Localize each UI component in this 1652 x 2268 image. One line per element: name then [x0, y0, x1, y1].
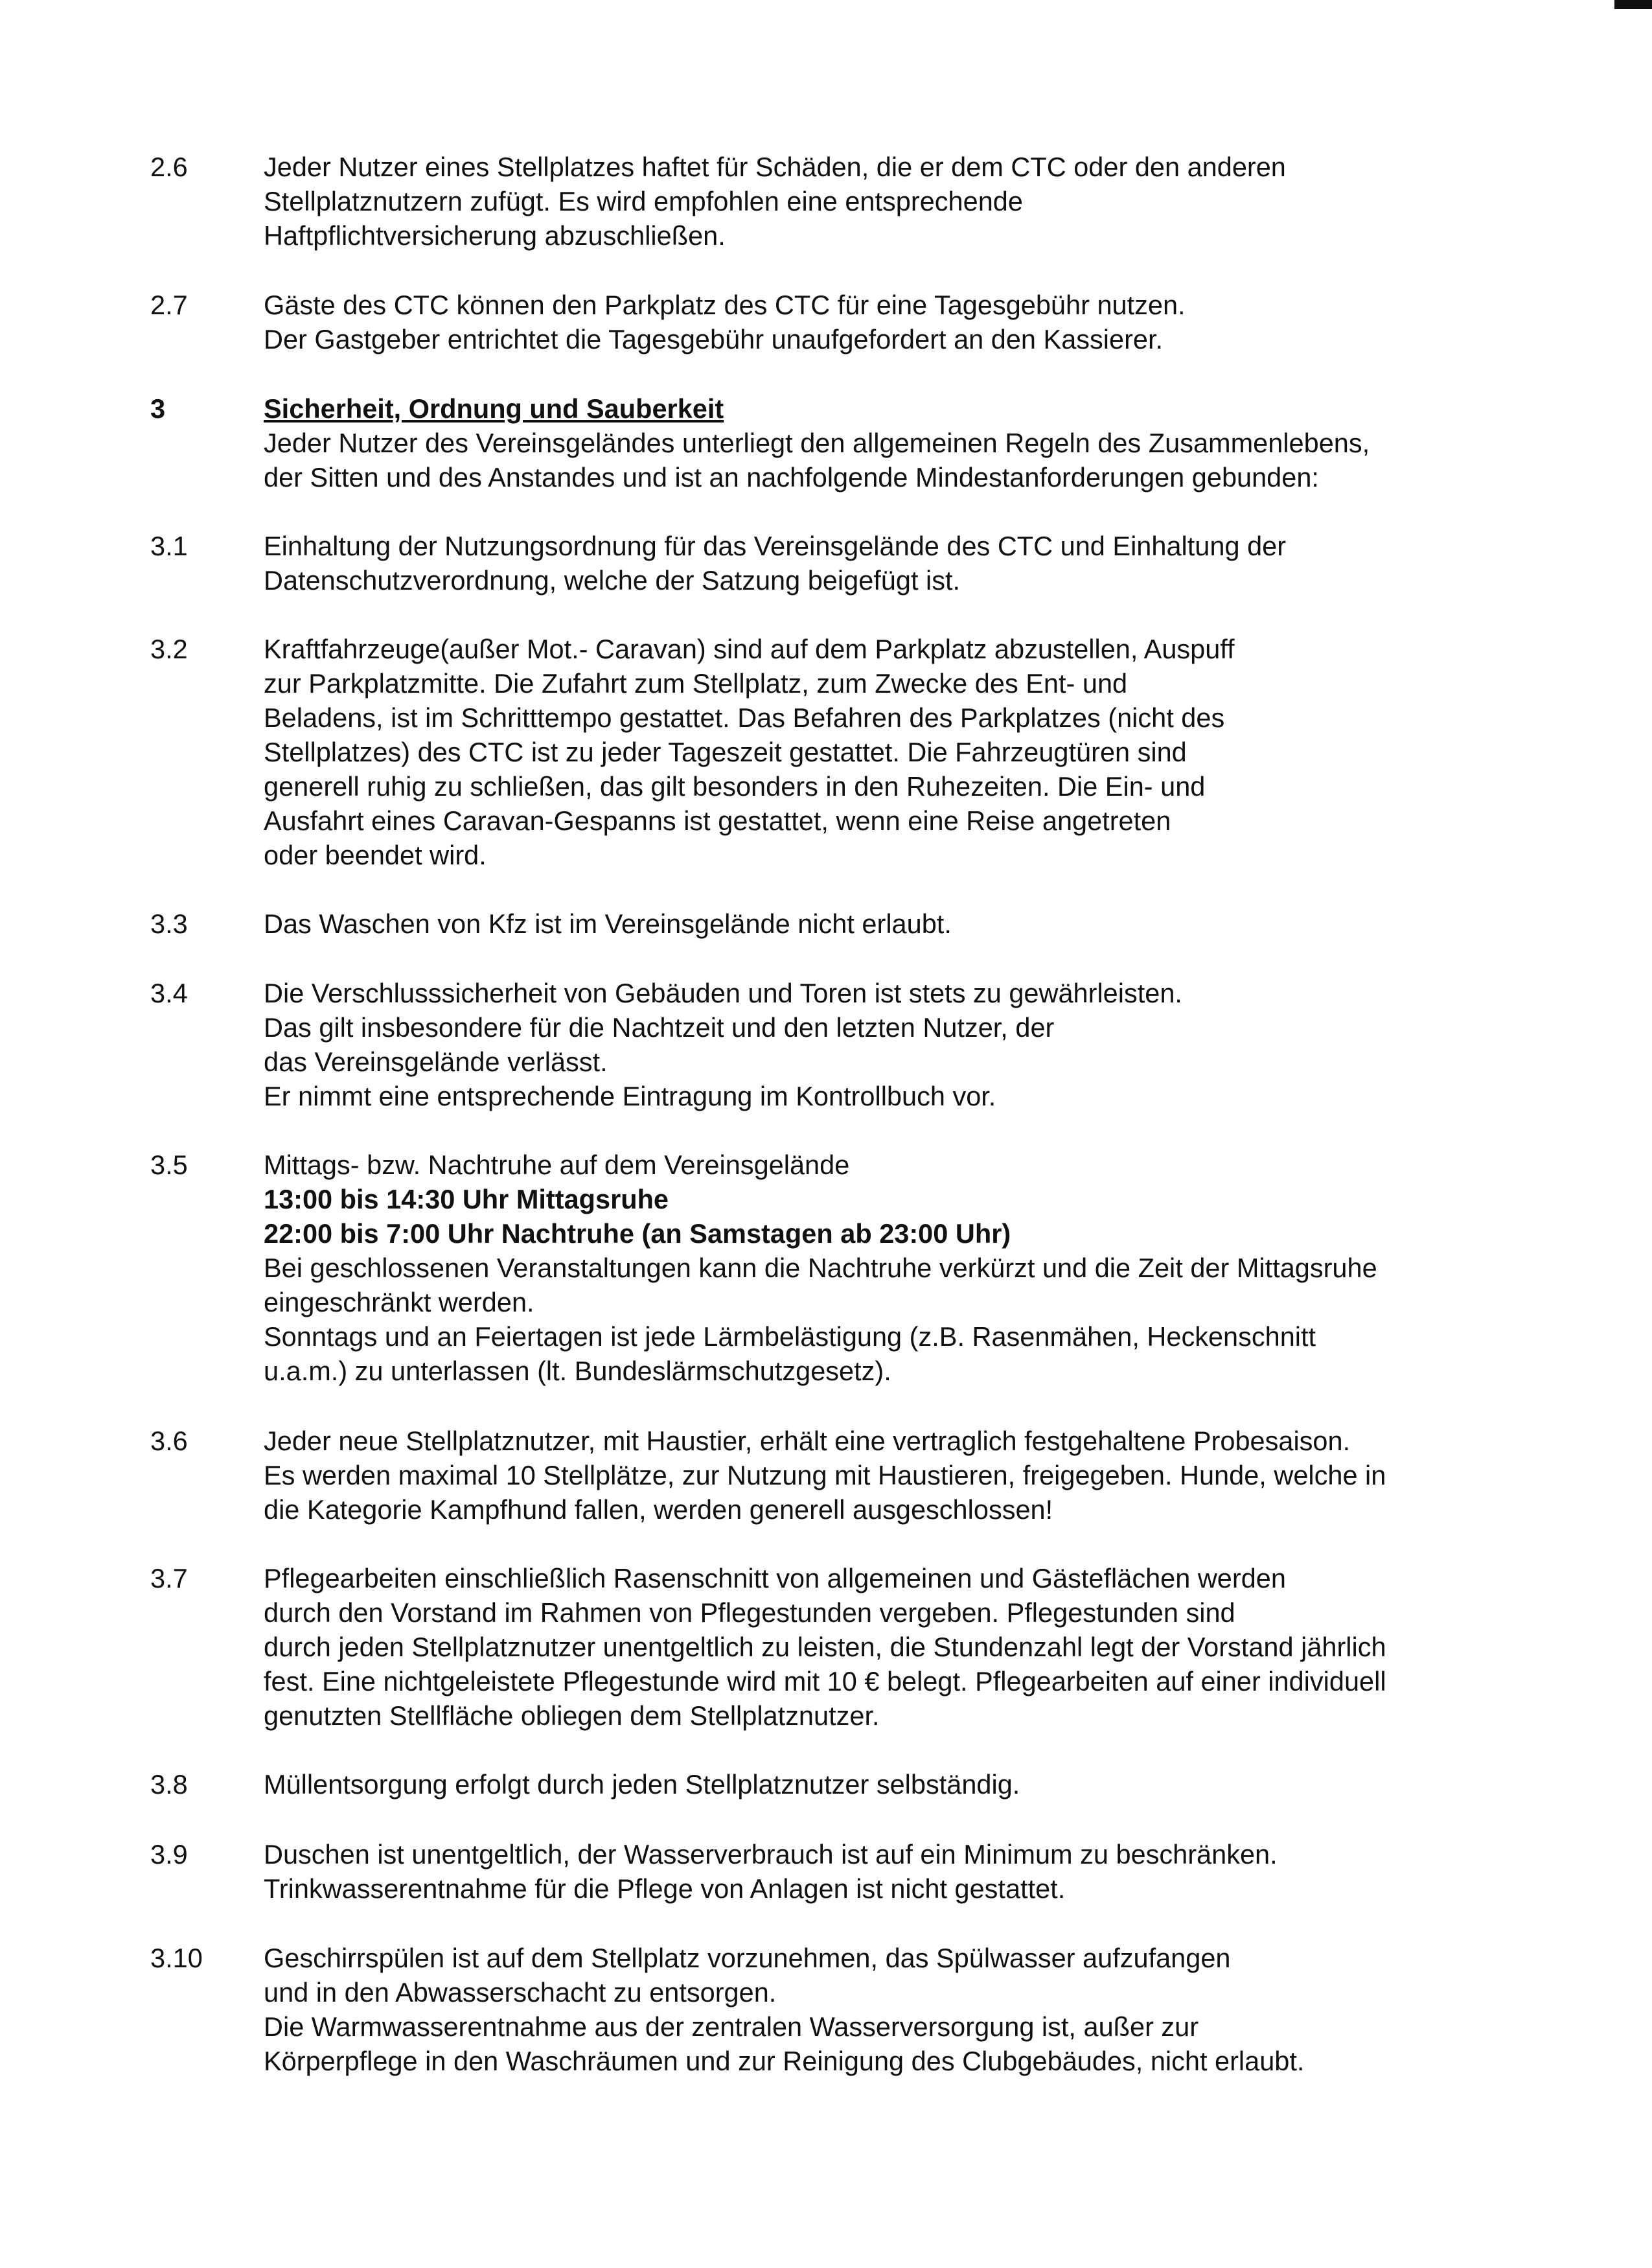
section-number: 3.6	[150, 1426, 188, 1456]
section-number: 2.7	[150, 290, 188, 320]
paragraph-line: Datenschutzverordnung, welche der Satzung beigefügt ist.	[264, 565, 961, 596]
paragraph-line: Es werden maximal 10 Stellplätze, zur Nutzung mit Haustieren, freigegeben. Hunde, welche in	[264, 1460, 1386, 1490]
paragraph-line: Die Warmwasserentnahme aus der zentralen Wasserversorgung ist, außer zur	[264, 2011, 1199, 2042]
paragraph-line: oder beendet wird.	[264, 840, 487, 870]
paragraph-line: Stellplatzes) des CTC ist zu jeder Tageszeit gestattet. Die Fahrzeugtüren sind	[264, 737, 1187, 767]
section-body	[264, 1148, 1514, 1388]
paragraph-line: der Sitten und des Anstandes und ist an nachfolgende Mindestanforderungen gebunden:	[264, 462, 1319, 492]
paragraph-line: Jeder Nutzer des Vereinsgeländes unterliegt den allgemeinen Regeln des Zusammenlebens,	[264, 428, 1370, 458]
paragraph-line: generell ruhig zu schließen, das gilt besonders in den Ruhezeiten. Die Ein- und	[264, 771, 1206, 802]
paragraph-line: Körperpflege in den Waschräumen und zur Reinigung des Clubgebäudes, nicht erlaubt.	[264, 2046, 1305, 2076]
section-body	[264, 1424, 1514, 1527]
paragraph-line: eingeschränkt werden.	[264, 1287, 534, 1317]
section-number: 3.9	[150, 1839, 188, 1869]
paragraph-line: durch den Vorstand im Rahmen von Pflegestunden vergeben. Pflegestunden sind	[264, 1597, 1235, 1628]
paragraph-line: das Vereinsgelände verlässt.	[264, 1047, 608, 1077]
section-body	[264, 288, 1514, 356]
paragraph-line: durch jeden Stellplatznutzer unentgeltlich zu leisten, die Stundenzahl legt der Vorstand jährlich	[264, 1632, 1386, 1662]
section-number: 3.5	[150, 1150, 188, 1180]
section-number: 3.4	[150, 978, 188, 1008]
section-body	[264, 1837, 1514, 1906]
paragraph-line: Gäste des CTC können den Parkplatz des CTC für eine Tagesgebühr nutzen.	[264, 290, 1186, 320]
paragraph-line: Einhaltung der Nutzungsordnung für das Vereinsgelände des CTC und Einhaltung der	[264, 531, 1287, 561]
section-number: 3.1	[150, 531, 188, 561]
section-number: 3.2	[150, 634, 188, 664]
section-number: 2.6	[150, 152, 188, 182]
paragraph-line: Geschirrspülen ist auf dem Stellplatz vorzunehmen, das Spülwasser aufzufangen	[264, 1943, 1231, 1973]
paragraph-line: Kraftfahrzeuge(außer Mot.- Caravan) sind auf dem Parkplatz abzustellen, Auspuff	[264, 634, 1235, 664]
paragraph-line: Mittags- bzw. Nachtruhe auf dem Vereinsgelände	[264, 1150, 850, 1180]
paragraph-line: Beladens, ist im Schritttempo gestattet. Das Befahren des Parkplatzes (nicht des	[264, 702, 1225, 733]
section-heading: Sicherheit, Ordnung und Sauberkeit	[264, 393, 724, 424]
paragraph-line: Pflegearbeiten einschließlich Rasenschnitt von allgemeinen und Gästeflächen werden	[264, 1563, 1286, 1593]
paragraph-line: Das Waschen von Kfz ist im Vereinsgelände nicht erlaubt.	[264, 908, 952, 939]
section-body	[264, 529, 1514, 597]
paragraph-line: Trinkwasserentnahme für die Pflege von Anlagen ist nicht gestattet.	[264, 1873, 1066, 1904]
paragraph-line: zur Parkplatzmitte. Die Zufahrt zum Stellplatz, zum Zwecke des Ent- und	[264, 668, 1128, 699]
paragraph-line: Bei geschlossenen Veranstaltungen kann die Nachtruhe verkürzt und die Zeit der Mittagsruhe	[264, 1253, 1377, 1283]
paragraph-line: Das gilt insbesondere für die Nachtzeit und den letzten Nutzer, der	[264, 1012, 1055, 1043]
section-body	[264, 1561, 1514, 1733]
paragraph-line: Die Verschlusssicherheit von Gebäuden und Toren ist stets zu gewährleisten.	[264, 978, 1182, 1008]
paragraph-line: genutzten Stellfläche obliegen dem Stellplatznutzer.	[264, 1700, 880, 1731]
section-body	[264, 976, 1514, 1113]
paragraph-line: Sonntags und an Feiertagen ist jede Lärmbelästigung (z.B. Rasenmähen, Heckenschnitt	[264, 1321, 1316, 1352]
paragraph-line: Stellplatznutzern zufügt. Es wird empfohlen eine entsprechende	[264, 186, 1023, 216]
section-number: 3.3	[150, 908, 188, 939]
section-number: 3.7	[150, 1563, 188, 1593]
paragraph-line: Ausfahrt eines Caravan-Gespanns ist gestattet, wenn eine Reise angetreten	[264, 805, 1171, 836]
section-body	[264, 1941, 1514, 2078]
paragraph-line: Müllentsorgung erfolgt durch jeden Stellplatznutzer selbständig.	[264, 1769, 1020, 1799]
paragraph-line: und in den Abwasserschacht zu entsorgen.	[264, 1977, 777, 2008]
paragraph-line: Duschen ist unentgeltlich, der Wasserverbrauch ist auf ein Minimum zu beschränken.	[264, 1839, 1278, 1869]
paragraph-line: Jeder Nutzer eines Stellplatzes haftet für Schäden, die er dem CTC oder den anderen	[264, 152, 1286, 182]
paragraph-line: u.a.m.) zu unterlassen (lt. Bundeslärmschutzgesetz).	[264, 1356, 891, 1386]
paragraph-line: die Kategorie Kampfhund fallen, werden generell ausgeschlossen!	[264, 1494, 1053, 1525]
midday-rest-time: 13:00 bis 14:30 Uhr Mittagsruhe	[264, 1184, 669, 1214]
section-body	[264, 150, 1514, 253]
section-body	[264, 391, 1514, 494]
section-number: 3	[150, 393, 166, 424]
night-rest-time: 22:00 bis 7:00 Uhr Nachtruhe (an Samstagen ab 23:00 Uhr)	[264, 1218, 1011, 1249]
paragraph-line: Haftpflichtversicherung abzuschließen.	[264, 220, 726, 251]
paragraph-line: Der Gastgeber entrichtet die Tagesgebühr unaufgefordert an den Kassierer.	[264, 324, 1164, 354]
paragraph-line: Er nimmt eine entsprechende Eintragung im Kontrollbuch vor.	[264, 1081, 996, 1111]
paragraph-line: Jeder neue Stellplatznutzer, mit Haustier, erhält eine vertraglich festgehaltene Probesaison.	[264, 1426, 1351, 1456]
section-number: 3.10	[150, 1943, 203, 1973]
paragraph-line: fest. Eine nichtgeleistete Pflegestunde wird mit 10 € belegt. Pflegearbeiten auf einer individuell	[264, 1666, 1386, 1696]
section-body	[264, 632, 1514, 872]
section-body	[264, 1767, 1514, 1801]
section-number: 3.8	[150, 1769, 188, 1799]
section-body	[264, 907, 1514, 941]
